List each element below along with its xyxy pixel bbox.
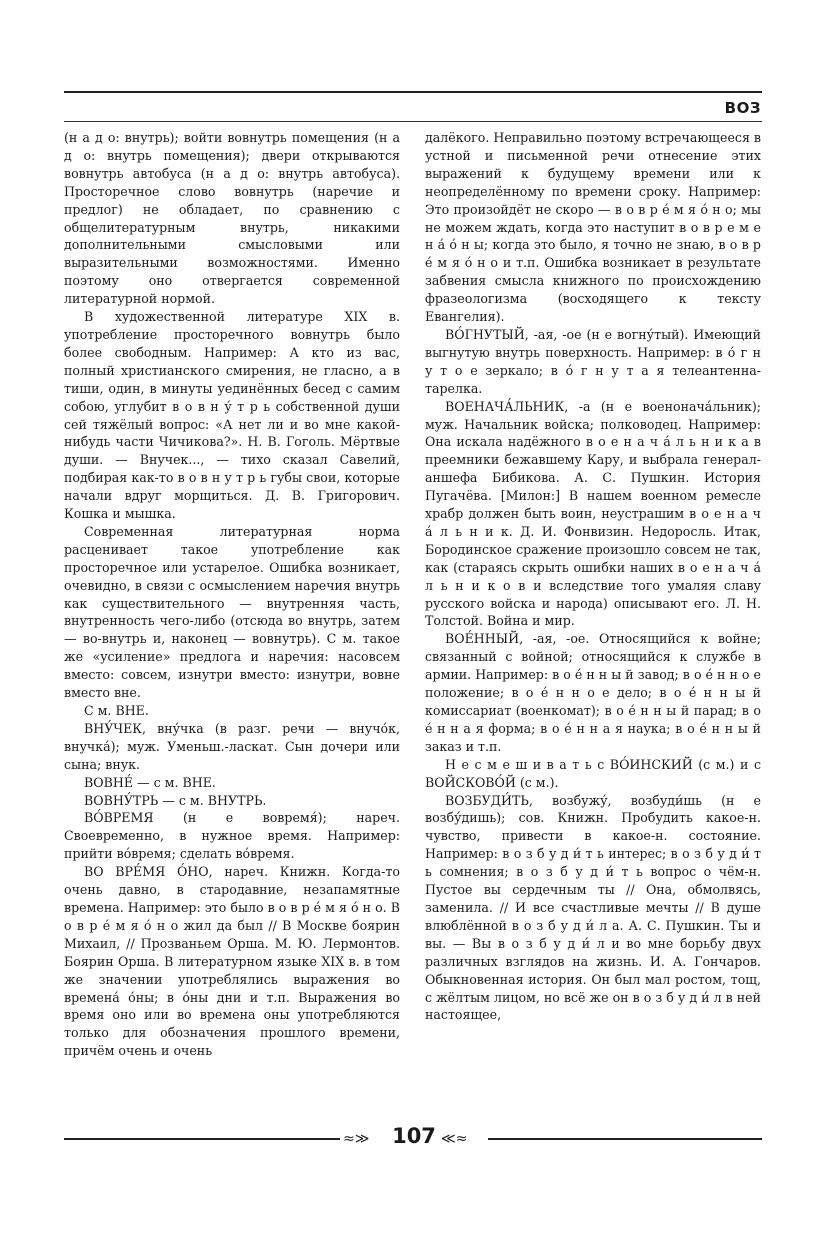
header-underline (64, 121, 762, 122)
paragraph: далёкого. Неправильно поэтому встречающееся в устной и письменной речи отнесение этих выражений к будущему времени или к неопределённому по времени сроку. Например: Это произойдёт не скоро — в о в р е́ м я о́ н о; мы не можем ждать, когда это наступит в о в р е м е н а́ о́ н ы; когда это было, я точно не знаю, в о в р е́ м я о́ н о и т.п. Ошибка возникает в результате забвения смысла книжного по происхождению фразеологизма (восходящего к тексту Евангелия). (425, 130, 761, 325)
paragraph: В художественной литературе XIX в. употребление просторечного вовнутрь было более свободным. Например: А кто из вас, полный христианского смирения, не гласно, а в тиши, один, в минуты уединённых бесед с самим собою, углубит в о в н у́ т р ь собственной души сей тяжёлый вопрос: «А нет ли и во мне какой-нибудь части Чичикова?». Н. В. Гоголь. Мёртвые души. — Внучек..., — тихо сказал Савелий, подбирая как-то в о в н у т р ь губы свои, которые начали вдруг морщиться. Д. В. Григорович. Кошка и мышка. (64, 309, 400, 522)
footer-rule-right (488, 1138, 762, 1140)
right-column (425, 129, 761, 1024)
dictionary-entry: ВО́ВРЕМЯ (н е вовремя́); нареч. Своевременно, в нужное время. Например: прийти во́время; сделать во́время. (64, 810, 400, 862)
page-number: 107 (392, 1124, 436, 1148)
footer-rule-left (64, 1138, 340, 1140)
ornament-left-icon: ≈≫ (343, 1131, 370, 1147)
dictionary-entry: ВОЕНАЧА́ЛЬНИК, -а (н е военонача́льник); муж. Начальник войска; полководец. Например: Она искала надёжного в о е н а ч а́ л ь н и к а в преемники бежавшему Кару, и выбрала генерал-аншефа Бибикова. А. С. Пушкин. История Пугачёва. [Милон:] В нашем военном ремесле храбр должен быть воин, неустрашим в о е н а ч а́ л ь н и к. Д. И. Фонвизин. Недоросль. Итак, Бородинское сражение произошло совсем не так, как (стараясь скрыть ошибки наших в о е н а ч а́ л ь н и к о в и вследствие того умаляя славу русского войска и народа) описывают его. Л. Н. Толстой. Война и мир. (425, 398, 761, 629)
dictionary-entry: ВНУ́ЧЕК, вну́чка (в разг. речи — внучо́к, внучка́); муж. Уменьш.-ласкат. Сын дочери или сына; внук. (64, 720, 400, 772)
cross-reference: С м. ВНЕ. (84, 703, 149, 718)
dictionary-entry: ВО ВРЕ́МЯ О́НО, нареч. Книжн. Когда-то очень давно, в стародавние, незапамятные времена. Например: это было в о в р е́ м я о́ н о. В о в р е́ м я о́ н о жил да был // В Москве боярин Михаил, // Прозваньем Орша. М. Ю. Лермонтов. Боярин Орша. В литературном языке XIX в. в том же значении употреблялись выражения во времена́ о́ны; в о́ны дни и т.п. Выражения во время оно или во времена оны употребляются только для обозначения прошлого времени, причём очень и очень (64, 864, 400, 1059)
left-column (64, 129, 400, 1060)
dictionary-entry: ВОЕ́ННЫЙ, -ая, -ое. Относящийся к войне; связанный с войной; относящийся к службе в армии. Например: в о е́ н н ы й завод; в о е́ н н о е положение; в о е́ н н о е дело; в о е́ н н ы й комиссариат (военкомат); в о е́ н н ы й парад; в о е́ н н а я форма; в о е́ н н а я наука; в о е́ н н ы й заказ и т.п. (425, 631, 761, 754)
dictionary-entry: ВО́ГНУТЫЙ, -ая, -ое (н е вогну́тый). Имеющий выгнутую внутрь поверхность. Например: в о́ г н у т о е зеркало; в о́ г н у т а я телеантенна-тарелка. (425, 326, 761, 396)
usage-note: Н е с м е ш и в а т ь с ВО́ИНСКИЙ (с м.) и с ВОЙСКОВО́Й (с м.). (425, 756, 761, 790)
ornament-right-icon: ≪≈ (441, 1131, 468, 1147)
cross-reference: ВОВНЕ́ — с м. ВНЕ. (84, 774, 216, 790)
cross-reference: ВОВНУ́ТРЬ — с м. ВНУТРЬ. (84, 792, 267, 808)
paragraph: (н а д о: внутрь); войти вовнутрь помещения (н а д о: внутрь помещения); двери открываются вовнутрь автобуса (н а д о: внутрь автобуса). Просторечное слово вовнутрь (наречие и предлог) не обладает, по сравнению с общелитературным внутрь, никакими дополнительными смысловыми или выразительными возможностями. Именно поэтому оно отвергается современной литературной нормой. (64, 130, 400, 307)
dictionary-entry: ВОЗБУДИ́ТЬ, возбужу́, возбуди́шь (н е возбу́дишь); сов. Книжн. Пробудить какое-н. чувство, привести в какое-н. состояние. Например: в о з б у д и́ т ь интерес; в о з б у д и́ т ь сомнения; в о з б у д и́ т ь вопрос о чём-н. Пустое вы сердечным ты // Она, обмолвясь, заменила. // И все счастливые мечты // В душе влюблённой в о з б у д и́ л а. А. С. Пушкин. Ты и вы. — Вы в о з б у д и́ л и во мне борьбу двух различных взглядов на жизнь. И. А. Гончаров. Обыкновенная история. Он был мал ростом, тощ, с жёлтым лицом, но всё же он в о з б у д и́ л в ней настоящее, (425, 792, 761, 1023)
paragraph: Современная литературная норма расценивает такое употребление как просторечное или устарелое. Ошибка возникает, очевидно, в связи с осмыслением наречия внутрь как существительного — внутренняя часть, внутренность чего-либо (отсюда во внутрь, затем — во-внутрь и, наконец — вовнутрь). С м. такое же «усиление» предлога и наречия: насовсем вместо: совсем, изнутри вместо: изнутри, вовне вместо вне. (64, 523, 400, 701)
running-head: ВОЗ (724, 99, 761, 117)
top-rule (64, 91, 762, 93)
